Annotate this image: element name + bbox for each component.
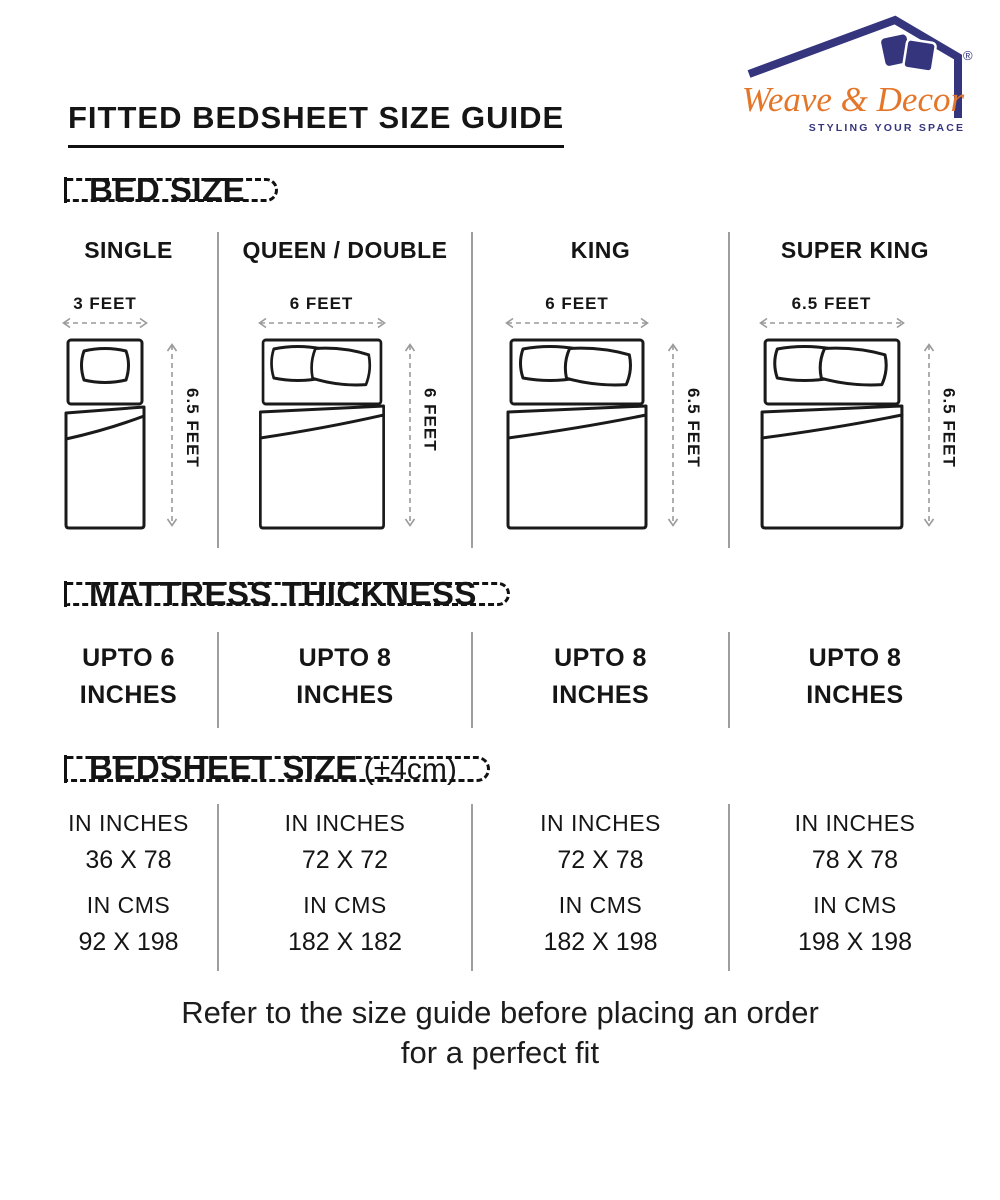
bedsheet-size-section (40, 804, 980, 971)
bed-column-king (473, 232, 730, 548)
cms-header: IN CMS (303, 892, 387, 918)
inches-header: IN INCHES (68, 810, 189, 836)
bed-width-label: 3 FEET (73, 294, 137, 313)
page-title: FITTED BEDSHEET SIZE GUIDE (68, 100, 564, 148)
sheet-size-cell (219, 804, 473, 971)
bed-diagram (756, 336, 908, 532)
bed-size-name: QUEEN / DOUBLE (242, 237, 448, 263)
bed-column-super-king (730, 232, 980, 548)
cms-value: 92 X 198 (78, 928, 179, 956)
sheet-size-cell (730, 804, 980, 971)
cms-header: IN CMS (86, 892, 171, 918)
bed-column-queen-double (219, 232, 473, 548)
bed-column-single (40, 232, 219, 548)
inches-value: 78 X 78 (811, 846, 899, 874)
bed-height-label: 6.5 FEET (183, 388, 202, 468)
width-arrow-icon (752, 316, 912, 330)
sheet-size-cell (473, 804, 730, 971)
section-label-bed-size (65, 171, 278, 208)
inches-value: 36 X 78 (85, 846, 172, 874)
thickness-value: UPTO 8 (298, 644, 392, 672)
thickness-cell (219, 632, 473, 728)
width-arrow-icon (498, 316, 656, 330)
bed-height-label: 6.5 FEET (684, 388, 703, 468)
width-arrow-icon (251, 316, 393, 330)
bed-height-label: 6.5 FEET (939, 388, 959, 468)
inches-header: IN INCHES (794, 810, 916, 836)
footer-line-1: Refer to the size guide before placing an order (181, 995, 819, 1030)
height-arrow-icon (403, 336, 417, 534)
bed-height-label: 6 FEET (420, 388, 440, 452)
brand-logo-graphic (737, 10, 982, 140)
section-label-bedsheet-size (65, 749, 490, 786)
bed-diagram (502, 336, 652, 532)
cms-value: 198 X 198 (798, 928, 912, 956)
thickness-unit: INCHES (551, 681, 650, 709)
bed-width-label: 6.5 FEET (791, 294, 872, 313)
bedsheet-size-tolerance: (±4cm) (363, 753, 457, 786)
cms-header: IN CMS (558, 892, 643, 918)
bedsheet-size-label: BEDSHEET SIZE (89, 749, 358, 786)
inches-header: IN INCHES (284, 810, 406, 836)
bed-diagram (59, 336, 151, 532)
width-arrow-icon (55, 316, 155, 330)
brand-logo (737, 10, 982, 140)
footer-line-2: for a perfect fit (400, 1035, 600, 1070)
footer-note (0, 993, 1000, 1073)
cms-value: 182 X 198 (543, 928, 658, 956)
height-arrow-icon (922, 336, 936, 534)
mattress-thickness-label: MATTRESS THICKNESS (89, 575, 477, 612)
bed-width-label: 6 FEET (289, 294, 354, 313)
inches-value: 72 X 78 (557, 846, 644, 874)
thickness-cell (40, 632, 219, 728)
cms-header: IN CMS (813, 892, 897, 918)
sheet-size-cell (40, 804, 219, 971)
cms-value: 182 X 182 (288, 928, 402, 956)
thickness-value: UPTO 8 (808, 644, 902, 672)
thickness-unit: INCHES (806, 681, 904, 709)
thickness-cell (730, 632, 980, 728)
bed-size-label: BED SIZE (89, 171, 246, 208)
brand-name: Weave & Decor (741, 80, 965, 119)
bed-diagram (255, 336, 389, 532)
registered-mark: ® (963, 48, 973, 63)
thickness-value: UPTO 8 (554, 644, 647, 672)
bed-size-section (40, 232, 980, 548)
height-arrow-icon (165, 336, 179, 534)
bed-size-name: SINGLE (84, 237, 173, 263)
height-arrow-icon (666, 336, 680, 534)
inches-value: 72 X 72 (301, 846, 389, 874)
thickness-cell (473, 632, 730, 728)
mattress-thickness-section (40, 632, 980, 728)
bed-size-name: KING (570, 237, 631, 263)
bed-size-name: SUPER KING (780, 237, 930, 263)
thickness-value: UPTO 6 (82, 644, 175, 672)
inches-header: IN INCHES (540, 810, 661, 836)
section-label-mattress-thickness (65, 575, 510, 612)
brand-tagline: STYLING YOUR SPACE (808, 122, 966, 134)
bed-width-label: 6 FEET (545, 294, 609, 313)
thickness-unit: INCHES (79, 681, 178, 709)
thickness-unit: INCHES (296, 681, 394, 709)
